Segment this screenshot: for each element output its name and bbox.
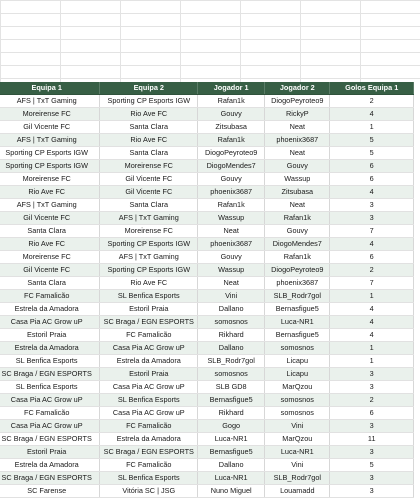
cell-jogador-1[interactable]: phoenix3687 — [198, 186, 265, 199]
cell-jogador-2[interactable]: Rafan1k — [265, 212, 330, 225]
header-jogador-1[interactable]: Jogador 1 — [198, 82, 265, 95]
table-row — [0, 147, 414, 160]
cell-equipa-2[interactable]: Santa Clara — [100, 147, 198, 160]
cell-jogador-2[interactable]: Bernasfigue5 — [265, 329, 330, 342]
table-row — [0, 134, 414, 147]
cell-golos-equipa-1[interactable]: 4 — [330, 108, 414, 121]
cell-jogador-2[interactable]: Vini — [265, 459, 330, 472]
cell-jogador-1[interactable]: Wassup — [198, 264, 265, 277]
cell-jogador-1[interactable]: somosnos — [198, 316, 265, 329]
cell-jogador-1[interactable]: Luca-NR1 — [198, 472, 265, 485]
cell-jogador-2[interactable]: phoenix3687 — [265, 277, 330, 290]
cell-jogador-1[interactable]: Wassup — [198, 212, 265, 225]
table-row — [0, 173, 414, 186]
cell-jogador-1[interactable]: Gouvy — [198, 173, 265, 186]
table-row — [0, 225, 414, 238]
cell-equipa-1[interactable]: Estoril Praia — [0, 446, 100, 459]
cell-equipa-2[interactable]: Gil Vicente FC — [100, 186, 198, 199]
cell-golos-equipa-1[interactable]: 5 — [330, 134, 414, 147]
cell-equipa-2[interactable]: SL Benfica Esports — [100, 290, 198, 303]
table-body — [0, 95, 414, 498]
cell-golos-equipa-1[interactable]: 1 — [330, 342, 414, 355]
matches-table — [0, 82, 414, 498]
cell-golos-equipa-1[interactable]: 6 — [330, 251, 414, 264]
cell-equipa-2[interactable]: Rio Ave FC — [100, 277, 198, 290]
cell-jogador-1[interactable]: Luca-NR1 — [198, 433, 265, 446]
table-row — [0, 394, 414, 407]
cell-jogador-1[interactable]: Bernasfigue5 — [198, 446, 265, 459]
cell-jogador-2[interactable]: Vini — [265, 420, 330, 433]
cell-equipa-2[interactable]: SL Benfica Esports — [100, 394, 198, 407]
cell-equipa-1[interactable]: Gil Vicente FC — [0, 264, 100, 277]
table-row — [0, 472, 414, 485]
cell-equipa-1[interactable]: SC Farense — [0, 485, 100, 498]
cell-equipa-1[interactable]: Estoril Praia — [0, 329, 100, 342]
cell-equipa-1[interactable]: SC Braga / EGN ESPORTS — [0, 368, 100, 381]
table-row — [0, 108, 414, 121]
cell-jogador-2[interactable]: Wassup — [265, 173, 330, 186]
cell-jogador-2[interactable]: MarQzou — [265, 381, 330, 394]
cell-jogador-2[interactable]: somosnos — [265, 394, 330, 407]
cell-equipa-1[interactable]: Casa Pia AC Grow uP — [0, 394, 100, 407]
cell-jogador-1[interactable]: phoenix3687 — [198, 238, 265, 251]
cell-equipa-2[interactable]: Estrela da Amadora — [100, 355, 198, 368]
table-row — [0, 329, 414, 342]
cell-golos-equipa-1[interactable]: 1 — [330, 355, 414, 368]
cell-jogador-1[interactable]: SLB_Rodr7gol — [198, 355, 265, 368]
cell-jogador-1[interactable]: DiogoMendes7 — [198, 160, 265, 173]
cell-jogador-1[interactable]: Rafan1k — [198, 134, 265, 147]
cell-jogador-2[interactable]: Luca-NR1 — [265, 446, 330, 459]
cell-jogador-2[interactable]: Licapu — [265, 368, 330, 381]
cell-equipa-1[interactable]: SC Braga / EGN ESPORTS — [0, 472, 100, 485]
cell-golos-equipa-1[interactable]: 11 — [330, 433, 414, 446]
cell-equipa-2[interactable]: Casa Pia AC Grow uP — [100, 407, 198, 420]
cell-golos-equipa-1[interactable]: 4 — [330, 186, 414, 199]
cell-jogador-1[interactable]: Dallano — [198, 459, 265, 472]
cell-equipa-2[interactable]: Estrela da Amadora — [100, 433, 198, 446]
cell-jogador-2[interactable]: Gouvy — [265, 160, 330, 173]
cell-golos-equipa-1[interactable]: 2 — [330, 264, 414, 277]
cell-equipa-2[interactable]: Sporting CP Esports IGW — [100, 264, 198, 277]
cell-jogador-2[interactable]: Neat — [265, 199, 330, 212]
cell-jogador-2[interactable]: DiogoMendes7 — [265, 238, 330, 251]
cell-equipa-1[interactable]: SC Braga / EGN ESPORTS — [0, 433, 100, 446]
cell-jogador-2[interactable]: Rafan1k — [265, 251, 330, 264]
cell-jogador-2[interactable]: phoenix3687 — [265, 134, 330, 147]
cell-golos-equipa-1[interactable]: 4 — [330, 238, 414, 251]
cell-jogador-2[interactable]: DiogoPeyroteo9 — [265, 264, 330, 277]
cell-jogador-2[interactable]: SLB_Rodr7gol — [265, 290, 330, 303]
cell-golos-equipa-1[interactable]: 3 — [330, 381, 414, 394]
header-equipa-2[interactable]: Equipa 2 — [100, 82, 198, 95]
table-row — [0, 186, 414, 199]
cell-equipa-1[interactable]: Gil Vicente FC — [0, 212, 100, 225]
cell-equipa-2[interactable]: SC Braga / EGN ESPORTS — [100, 316, 198, 329]
cell-jogador-1[interactable]: Gouvy — [198, 251, 265, 264]
cell-golos-equipa-1[interactable]: 2 — [330, 95, 414, 108]
table-row — [0, 381, 414, 394]
table-row — [0, 238, 414, 251]
table-row — [0, 251, 414, 264]
cell-equipa-2[interactable]: Estoril Praia — [100, 368, 198, 381]
table-row — [0, 290, 414, 303]
cell-equipa-1[interactable]: AFS | TxT Gaming — [0, 95, 100, 108]
cell-jogador-1[interactable]: Nuno Miguel — [198, 485, 265, 498]
cell-golos-equipa-1[interactable]: 3 — [330, 485, 414, 498]
cell-equipa-2[interactable]: Moreirense FC — [100, 225, 198, 238]
cell-jogador-1[interactable]: Rikhard — [198, 407, 265, 420]
cell-jogador-2[interactable]: SLB_Rodr7gol — [265, 472, 330, 485]
cell-equipa-2[interactable]: SC Braga / EGN ESPORTS — [100, 446, 198, 459]
cell-jogador-2[interactable]: Zitsubasa — [265, 186, 330, 199]
header-row — [0, 82, 414, 95]
cell-equipa-2[interactable]: Casa Pia AC Grow uP — [100, 381, 198, 394]
cell-golos-equipa-1[interactable]: 7 — [330, 277, 414, 290]
cell-golos-equipa-1[interactable]: 3 — [330, 446, 414, 459]
cell-golos-equipa-1[interactable]: 3 — [330, 199, 414, 212]
cell-jogador-1[interactable]: somosnos — [198, 368, 265, 381]
cell-jogador-2[interactable]: Gouvy — [265, 225, 330, 238]
cell-golos-equipa-1[interactable]: 4 — [330, 329, 414, 342]
cell-golos-equipa-1[interactable]: 5 — [330, 459, 414, 472]
cell-golos-equipa-1[interactable]: 1 — [330, 290, 414, 303]
table-row — [0, 446, 414, 459]
cell-equipa-1[interactable]: Rio Ave FC — [0, 186, 100, 199]
cell-jogador-1[interactable]: Rikhard — [198, 329, 265, 342]
table-row — [0, 459, 414, 472]
cell-equipa-2[interactable]: Rio Ave FC — [100, 134, 198, 147]
cell-equipa-1[interactable]: Casa Pia AC Grow uP — [0, 316, 100, 329]
cell-jogador-1[interactable]: Gouvy — [198, 108, 265, 121]
cell-golos-equipa-1[interactable]: 3 — [330, 420, 414, 433]
table-row — [0, 303, 414, 316]
cell-equipa-1[interactable]: Moreirense FC — [0, 173, 100, 186]
cell-jogador-2[interactable]: Luca-NR1 — [265, 316, 330, 329]
cell-equipa-2[interactable]: Santa Clara — [100, 199, 198, 212]
cell-golos-equipa-1[interactable]: 5 — [330, 147, 414, 160]
cell-jogador-2[interactable]: Neat — [265, 147, 330, 160]
cell-equipa-1[interactable]: FC Famalicão — [0, 290, 100, 303]
cell-equipa-1[interactable]: Moreirense FC — [0, 108, 100, 121]
cell-jogador-2[interactable]: somosnos — [265, 342, 330, 355]
cell-equipa-1[interactable]: AFS | TxT Gaming — [0, 134, 100, 147]
cell-equipa-2[interactable]: Estoril Praia — [100, 303, 198, 316]
cell-equipa-2[interactable]: AFS | TxT Gaming — [100, 251, 198, 264]
table-row — [0, 420, 414, 433]
cell-equipa-1[interactable]: Santa Clara — [0, 225, 100, 238]
table-row — [0, 121, 414, 134]
cell-jogador-1[interactable]: Rafan1k — [198, 95, 265, 108]
table-row — [0, 316, 414, 329]
cell-golos-equipa-1[interactable]: 3 — [330, 212, 414, 225]
cell-equipa-2[interactable]: FC Famalicão — [100, 329, 198, 342]
cell-jogador-1[interactable]: Rafan1k — [198, 199, 265, 212]
cell-jogador-1[interactable]: SLB GD8 — [198, 381, 265, 394]
cell-golos-equipa-1[interactable]: 6 — [330, 407, 414, 420]
cell-equipa-2[interactable]: Vitória SC | JSG — [100, 485, 198, 498]
cell-equipa-1[interactable]: SL Benfica Esports — [0, 381, 100, 394]
cell-equipa-2[interactable]: Sporting CP Esports IGW — [100, 238, 198, 251]
cell-jogador-2[interactable]: Licapu — [265, 355, 330, 368]
cell-jogador-2[interactable]: Louamadd — [265, 485, 330, 498]
cell-jogador-2[interactable]: RickyP — [265, 108, 330, 121]
cell-jogador-1[interactable]: Neat — [198, 277, 265, 290]
cell-equipa-1[interactable]: AFS | TxT Gaming — [0, 199, 100, 212]
cell-equipa-1[interactable]: Sporting CP Esports IGW — [0, 160, 100, 173]
header-equipa-1[interactable]: Equipa 1 — [0, 82, 100, 95]
cell-jogador-2[interactable]: somosnos — [265, 407, 330, 420]
cell-golos-equipa-1[interactable]: 7 — [330, 225, 414, 238]
cell-jogador-1[interactable]: DiogoPeyroteo9 — [198, 147, 265, 160]
cell-equipa-1[interactable]: Rio Ave FC — [0, 238, 100, 251]
cell-equipa-1[interactable]: SL Benfica Esports — [0, 355, 100, 368]
cell-jogador-2[interactable]: Neat — [265, 121, 330, 134]
cell-equipa-2[interactable]: FC Famalicão — [100, 420, 198, 433]
table-row — [0, 199, 414, 212]
cell-golos-equipa-1[interactable]: 3 — [330, 472, 414, 485]
header-jogador-2[interactable]: Jogador 2 — [265, 82, 330, 95]
cell-golos-equipa-1[interactable]: 1 — [330, 121, 414, 134]
table-row — [0, 485, 414, 498]
empty-cells-area[interactable] — [0, 0, 420, 82]
cell-jogador-1[interactable]: Zitsubasa — [198, 121, 265, 134]
cell-equipa-2[interactable]: Santa Clara — [100, 121, 198, 134]
cell-equipa-1[interactable]: Santa Clara — [0, 277, 100, 290]
cell-equipa-2[interactable]: FC Famalicão — [100, 459, 198, 472]
cell-jogador-2[interactable]: MarQzou — [265, 433, 330, 446]
cell-equipa-1[interactable]: Estrela da Amadora — [0, 303, 100, 316]
cell-equipa-1[interactable]: Moreirense FC — [0, 251, 100, 264]
cell-golos-equipa-1[interactable]: 2 — [330, 394, 414, 407]
header-golos-equipa-1[interactable]: Golos Equipa 1 — [330, 82, 414, 95]
cell-golos-equipa-1[interactable]: 6 — [330, 160, 414, 173]
table-row — [0, 433, 414, 446]
table-row — [0, 407, 414, 420]
cell-golos-equipa-1[interactable]: 3 — [330, 368, 414, 381]
cell-jogador-2[interactable]: Bernasfigue5 — [265, 303, 330, 316]
cell-jogador-1[interactable]: Dallano — [198, 303, 265, 316]
table-row — [0, 160, 414, 173]
cell-jogador-2[interactable]: DiogoPeyroteo9 — [265, 95, 330, 108]
table-row — [0, 212, 414, 225]
cell-golos-equipa-1[interactable]: 4 — [330, 303, 414, 316]
cell-equipa-2[interactable]: Casa Pia AC Grow uP — [100, 342, 198, 355]
cell-jogador-1[interactable]: Gogo — [198, 420, 265, 433]
cell-equipa-2[interactable]: SL Benfica Esports — [100, 472, 198, 485]
table-row — [0, 368, 414, 381]
table-row — [0, 355, 414, 368]
cell-equipa-1[interactable]: Sporting CP Esports IGW — [0, 147, 100, 160]
cell-equipa-1[interactable]: Casa Pia AC Grow uP — [0, 420, 100, 433]
cell-jogador-1[interactable]: Neat — [198, 225, 265, 238]
cell-equipa-1[interactable]: Estrela da Amadora — [0, 459, 100, 472]
table-row — [0, 277, 414, 290]
cell-equipa-2[interactable]: Gil Vicente FC — [100, 173, 198, 186]
table-row — [0, 342, 414, 355]
cell-golos-equipa-1[interactable]: 4 — [330, 316, 414, 329]
cell-equipa-1[interactable]: Estrela da Amadora — [0, 342, 100, 355]
cell-equipa-1[interactable]: FC Famalicão — [0, 407, 100, 420]
cell-golos-equipa-1[interactable]: 6 — [330, 173, 414, 186]
cell-jogador-1[interactable]: Vini — [198, 290, 265, 303]
cell-equipa-2[interactable]: Moreirense FC — [100, 160, 198, 173]
table-row — [0, 264, 414, 277]
cell-equipa-2[interactable]: AFS | TxT Gaming — [100, 212, 198, 225]
cell-equipa-2[interactable]: Sporting CP Esports IGW — [100, 95, 198, 108]
cell-equipa-1[interactable]: Gil Vicente FC — [0, 121, 100, 134]
cell-equipa-2[interactable]: Rio Ave FC — [100, 108, 198, 121]
cell-jogador-1[interactable]: Bernasfigue5 — [198, 394, 265, 407]
cell-jogador-1[interactable]: Dallano — [198, 342, 265, 355]
table-row — [0, 95, 414, 108]
